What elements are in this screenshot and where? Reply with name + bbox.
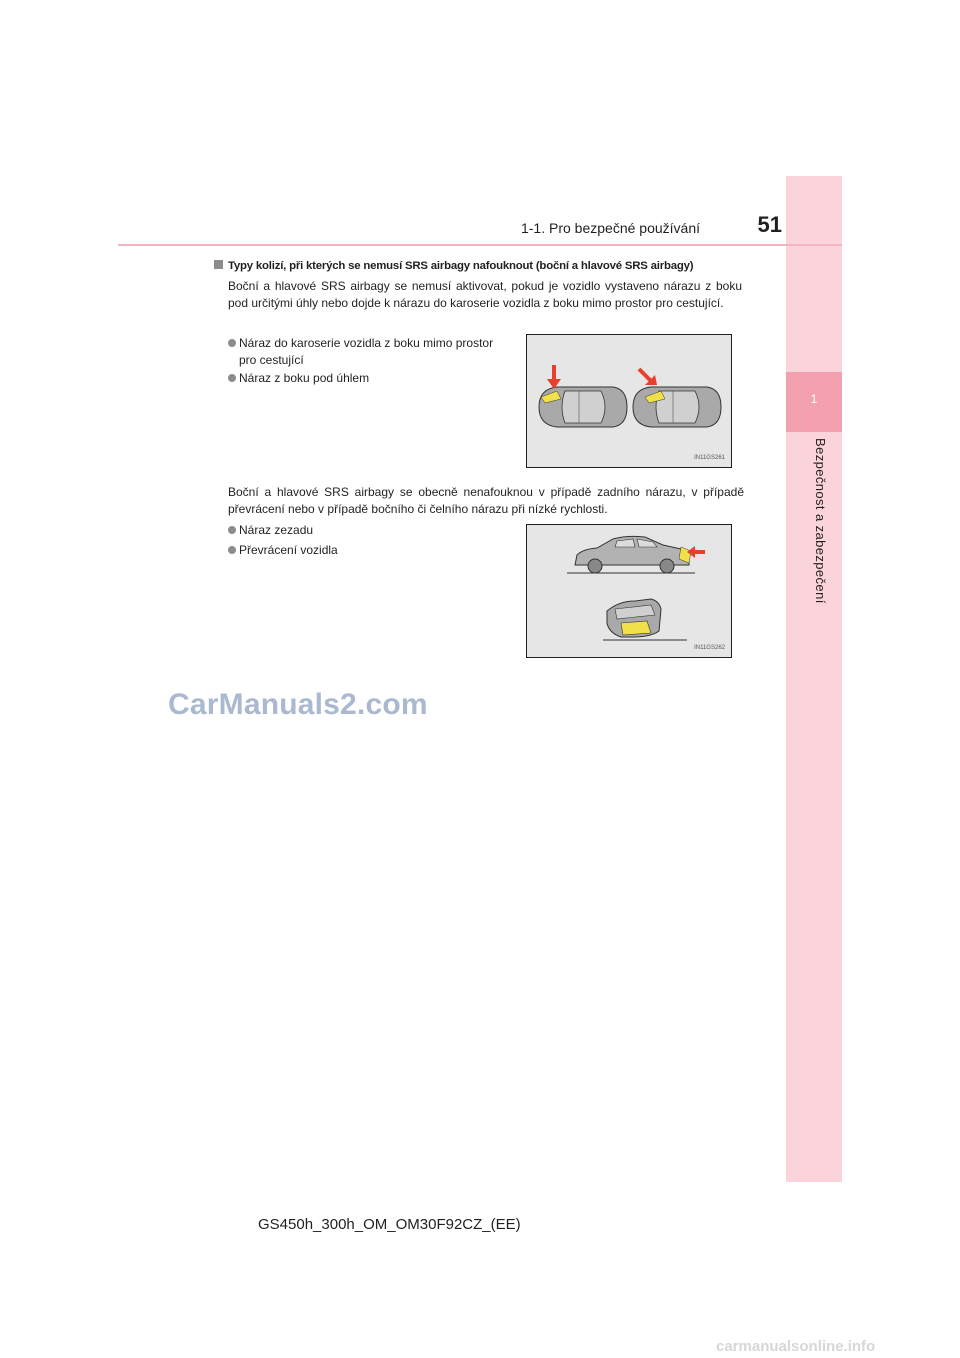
chapter-label: Bezpečnost a zabezpečení — [813, 438, 828, 604]
red-arrow-icon — [547, 365, 561, 389]
page-number: 51 — [757, 212, 782, 237]
square-bullet-icon — [214, 260, 223, 269]
car-rollover-view — [603, 599, 687, 640]
figure-code: IN11GS262 — [694, 645, 725, 651]
bullet-icon — [228, 526, 236, 534]
rear-rollover-illustration — [527, 525, 732, 658]
site-watermark: carmanualsonline.info — [716, 1338, 876, 1355]
car-side-view — [567, 536, 695, 573]
figure-rear-rollover — [526, 524, 732, 658]
subsection-heading — [214, 260, 754, 272]
bullet-icon — [228, 339, 236, 347]
list-item — [228, 370, 510, 387]
figure-code: IN11GS261 — [694, 455, 725, 461]
list-item — [228, 522, 510, 539]
watermark-logo: CarManuals2.com — [168, 688, 428, 721]
red-arrow-icon — [639, 369, 657, 385]
list-item — [228, 542, 510, 559]
list-item-text: Náraz do karoserie vozidla z boku mimo prostor pro cestující — [239, 336, 494, 367]
list-item-text: Náraz zezadu — [239, 523, 314, 537]
list-item — [228, 335, 510, 369]
car-top-view-right — [633, 387, 721, 427]
paragraph-side-impact: Boční a hlavové SRS airbagy se nemusí aktivovat, pokud je vozidlo vystaveno nárazu z boku pod určitými úhly nebo dojde k nárazu do karoserie vozidla z boku mimo prostor pro cestující. — [228, 279, 742, 310]
side-impact-illustration — [527, 335, 732, 468]
paragraph-rear-rollover: Boční a hlavové SRS airbagy se obecně nenafouknou v případě zadního nárazu, v případě převrácení nebo v případě bočního či čelního nárazu při nízké rychlosti. — [228, 485, 744, 516]
list-item-text: Náraz z boku pod úhlem — [239, 371, 370, 385]
section-title: 1-1. Pro bezpečné používání — [520, 220, 700, 236]
bullet-icon — [228, 374, 236, 382]
bullet-icon — [228, 546, 236, 554]
sidebar-band — [786, 176, 842, 1182]
chapter-number: 1 — [810, 392, 818, 406]
figure-side-impact — [526, 334, 732, 468]
header-divider — [118, 244, 842, 246]
list-item-text: Převrácení vozidla — [239, 543, 338, 557]
car-top-view-left — [539, 387, 627, 427]
footer-code: GS450h_300h_OM_OM30F92CZ_(EE) — [258, 1216, 521, 1233]
heading-text: Typy kolizí, při kterých se nemusí SRS airbagy nafouknout (boční a hlavové SRS airbagy) — [228, 260, 694, 272]
